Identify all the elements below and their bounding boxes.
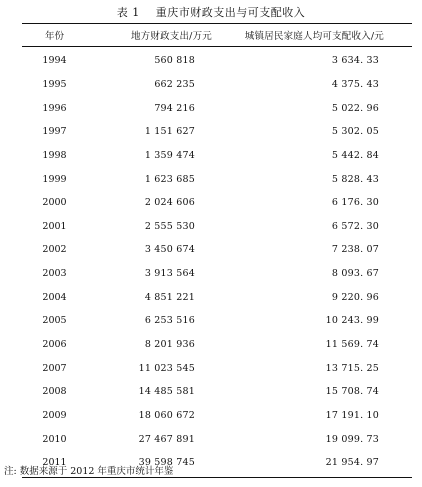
cell-fiscal-expenditure: 8 201 936 [144, 339, 195, 350]
cell-disposable-income: 13 715. 25 [325, 362, 379, 374]
cell-disposable-income: 19 099. 73 [325, 433, 379, 445]
cell-disposable-income: 6 572. 30 [331, 220, 379, 232]
cell-disposable-income: 3 634. 33 [331, 55, 379, 67]
table-row [22, 238, 412, 262]
cell-disposable-income: 6 176. 30 [331, 197, 379, 209]
table-row [22, 144, 412, 168]
cell-disposable-income: 5 302. 05 [331, 126, 379, 138]
table-row [22, 167, 412, 191]
table-body [22, 47, 412, 477]
cell-disposable-income: 21 954. 97 [325, 457, 379, 469]
table-row [22, 380, 412, 404]
cell-year: 2011 [42, 457, 67, 469]
cell-fiscal-expenditure: 18 060 672 [138, 409, 195, 421]
cell-year: 1996 [42, 102, 67, 114]
table-row [22, 214, 412, 238]
cell-year: 1994 [42, 55, 67, 67]
cell-year: 2000 [42, 197, 67, 209]
cell-fiscal-expenditure: 4 851 221 [144, 291, 195, 303]
table-row [22, 356, 412, 380]
cell-disposable-income: 15 708. 74 [325, 386, 379, 398]
cell-year: 2006 [42, 339, 67, 350]
cell-disposable-income: 4 375. 43 [331, 78, 379, 90]
cell-year: 2002 [42, 244, 67, 256]
cell-fiscal-expenditure: 3 913 564 [144, 268, 195, 280]
cell-fiscal-expenditure: 27 467 891 [138, 433, 195, 445]
cell-fiscal-expenditure: 560 818 [154, 55, 195, 67]
cell-fiscal-expenditure: 39 598 745 [138, 457, 195, 469]
cell-fiscal-expenditure: 6 253 516 [144, 315, 195, 327]
table-caption: 表 1 重庆市财政支出与可支配收入 [116, 6, 306, 19]
header-fiscal-expenditure: 地方财政支出/万元 [130, 31, 212, 42]
table-row [22, 404, 412, 428]
cell-fiscal-expenditure: 1 623 685 [144, 173, 195, 185]
cell-fiscal-expenditure: 11 023 545 [138, 362, 195, 374]
data-table [22, 23, 412, 478]
table-row [22, 120, 412, 144]
source-note: 注: 数据来源于 2012 年重庆市统计年鉴 [4, 466, 174, 477]
cell-year: 2004 [42, 291, 67, 303]
cell-disposable-income: 17 191. 10 [325, 409, 379, 421]
cell-disposable-income: 5 442. 84 [331, 149, 379, 161]
table-header-row [22, 24, 412, 46]
cell-year: 1999 [42, 173, 67, 185]
table-row [22, 309, 412, 333]
cell-year: 1998 [42, 149, 67, 161]
table-row [22, 427, 412, 451]
cell-disposable-income: 8 093. 67 [331, 268, 379, 280]
table-row [22, 191, 412, 215]
cell-disposable-income: 9 220. 96 [331, 291, 379, 303]
cell-disposable-income: 10 243. 99 [325, 315, 379, 327]
cell-year: 2001 [42, 220, 67, 232]
cell-fiscal-expenditure: 3 450 674 [144, 244, 195, 256]
cell-fiscal-expenditure: 794 216 [154, 102, 195, 114]
table-row [22, 96, 412, 120]
table-row [22, 49, 412, 73]
cell-year: 2003 [42, 268, 67, 280]
cell-year: 1995 [42, 78, 67, 90]
cell-year: 2005 [42, 315, 67, 327]
cell-fiscal-expenditure: 2 024 606 [144, 197, 195, 209]
cell-fiscal-expenditure: 14 485 581 [138, 386, 195, 398]
cell-disposable-income: 11 569. 74 [325, 339, 379, 350]
cell-year: 2009 [42, 409, 67, 421]
cell-year: 2007 [42, 362, 67, 374]
table-row [22, 73, 412, 97]
cell-year: 1997 [42, 126, 67, 138]
cell-year: 2010 [42, 433, 67, 445]
table-row [22, 285, 412, 309]
cell-fiscal-expenditure: 662 235 [154, 78, 195, 90]
header-disposable-income: 城镇居民家庭人均可支配收入/元 [244, 31, 384, 42]
header-year: 年份 [44, 31, 64, 42]
table-row [22, 262, 412, 286]
cell-year: 2008 [42, 386, 67, 398]
cell-disposable-income: 7 238. 07 [331, 244, 379, 256]
cell-disposable-income: 5 022. 96 [331, 102, 379, 114]
table-row [22, 333, 412, 357]
cell-fiscal-expenditure: 2 555 530 [144, 220, 195, 232]
cell-disposable-income: 5 828. 43 [331, 173, 379, 185]
cell-fiscal-expenditure: 1 151 627 [144, 126, 195, 138]
cell-fiscal-expenditure: 1 359 474 [144, 149, 195, 161]
